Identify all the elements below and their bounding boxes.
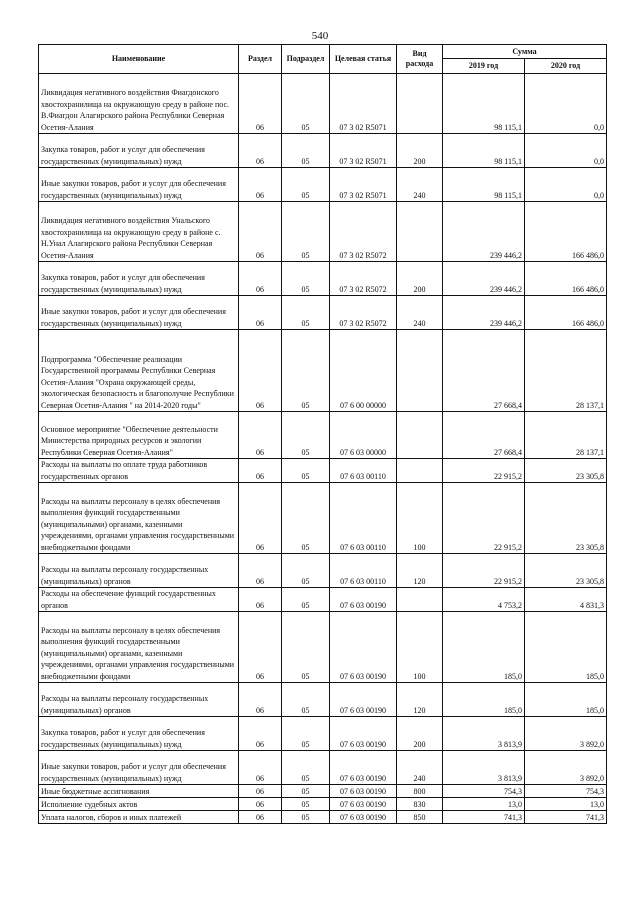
row-expense-type: 240 [397,751,443,785]
row-sum-2020: 0,0 [525,168,607,202]
table-row [39,588,607,612]
row-sum-2020: 28 137,1 [525,412,607,459]
row-name: Расходы на обеспечение функций государственных органов [39,588,239,612]
header-2019: 2019 год [443,59,525,74]
row-sum-2020: 185,0 [525,683,607,717]
row-section: 06 [239,412,282,459]
row-subsection: 05 [282,412,330,459]
row-sum-2020: 23 305,8 [525,459,607,483]
row-subsection: 05 [282,202,330,262]
row-subsection: 05 [282,612,330,683]
row-subsection: 05 [282,168,330,202]
table-body [39,74,607,824]
row-expense-type: 100 [397,612,443,683]
page-number: 540 [311,30,329,42]
header-subsection: Подраздел [282,45,330,74]
row-name: Иные закупки товаров, работ и услуг для обеспечения государственных (муниципальных) нужд [39,751,239,785]
row-expense-type: 850 [397,811,443,824]
row-sum-2019: 22 915,2 [443,483,525,554]
table-row [39,262,607,296]
row-target: 07 3 02 R5071 [330,74,397,134]
header-2020: 2020 год [525,59,607,74]
row-sum-2019: 22 915,2 [443,459,525,483]
row-name: Иные закупки товаров, работ и услуг для обеспечения государственных (муниципальных) нужд [39,296,239,330]
row-expense-type: 100 [397,483,443,554]
row-name: Расходы на выплаты персоналу в целях обеспечения выполнения функций государственными (муниципальными) органами, казенными учреждениями, органами управления государственными внебюджетными фондами [39,483,239,554]
table-row [39,330,607,412]
row-subsection: 05 [282,74,330,134]
row-sum-2020: 166 486,0 [525,262,607,296]
row-section: 06 [239,554,282,588]
row-target: 07 6 03 00190 [330,588,397,612]
row-sum-2019: 22 915,2 [443,554,525,588]
row-sum-2020: 0,0 [525,134,607,168]
row-section: 06 [239,717,282,751]
row-expense-type: 120 [397,683,443,717]
row-sum-2019: 3 813,9 [443,751,525,785]
row-target: 07 6 03 00190 [330,683,397,717]
row-section: 06 [239,798,282,811]
row-target: 07 6 03 00190 [330,751,397,785]
row-sum-2019: 98 115,1 [443,168,525,202]
row-section: 06 [239,785,282,798]
table-row [39,554,607,588]
row-expense-type [397,459,443,483]
row-target: 07 3 02 R5071 [330,134,397,168]
row-name: Уплата налогов, сборов и иных платежей [39,811,239,824]
row-expense-type [397,588,443,612]
table-row [39,811,607,824]
row-sum-2019: 3 813,9 [443,717,525,751]
row-subsection: 05 [282,751,330,785]
row-sum-2019: 27 668,4 [443,412,525,459]
row-subsection: 05 [282,134,330,168]
row-section: 06 [239,134,282,168]
header-expense-type: Вид расхода [397,45,443,74]
row-section: 06 [239,811,282,824]
row-section: 06 [239,612,282,683]
row-subsection: 05 [282,330,330,412]
row-target: 07 6 03 00000 [330,412,397,459]
row-subsection: 05 [282,262,330,296]
header-name: Наименование [39,45,239,74]
row-sum-2019: 4 753,2 [443,588,525,612]
table-row [39,202,607,262]
row-sum-2019: 754,3 [443,785,525,798]
row-expense-type: 200 [397,134,443,168]
row-sum-2020: 166 486,0 [525,202,607,262]
row-subsection: 05 [282,798,330,811]
table-row [39,296,607,330]
row-sum-2020: 741,3 [525,811,607,824]
row-sum-2020: 166 486,0 [525,296,607,330]
row-name: Ликвидация негативного воздействия Фиагдонского хвостохранилища на окружающую среду в районе пос. В.Фиагдон Алагирского района Республики Северная Осетия-Алания [39,74,239,134]
row-name: Исполнение судебных актов [39,798,239,811]
row-sum-2019: 185,0 [443,683,525,717]
table-row [39,785,607,798]
row-sum-2019: 741,3 [443,811,525,824]
row-sum-2019: 98 115,1 [443,74,525,134]
row-expense-type [397,330,443,412]
row-sum-2020: 13,0 [525,798,607,811]
row-section: 06 [239,202,282,262]
row-expense-type: 240 [397,168,443,202]
row-name: Расходы на выплаты по оплате труда работников государственных органов [39,459,239,483]
row-expense-type: 240 [397,296,443,330]
row-section: 06 [239,751,282,785]
row-section: 06 [239,296,282,330]
row-name: Расходы на выплаты персоналу государственных (муниципальных) органов [39,554,239,588]
row-sum-2020: 754,3 [525,785,607,798]
row-subsection: 05 [282,683,330,717]
row-section: 06 [239,588,282,612]
row-section: 06 [239,683,282,717]
row-sum-2019: 239 446,2 [443,262,525,296]
row-target: 07 6 03 00190 [330,811,397,824]
row-target: 07 6 03 00190 [330,785,397,798]
row-target: 07 6 03 00110 [330,554,397,588]
row-sum-2019: 239 446,2 [443,296,525,330]
row-target: 07 6 03 00190 [330,717,397,751]
table-row [39,612,607,683]
row-name: Расходы на выплаты персоналу в целях обеспечения выполнения функций государственными (муниципальными) органами, казенными учреждениями, органами управления государственными внебюджетными фондами [39,612,239,683]
row-name: Иные бюджетные ассигнования [39,785,239,798]
table-row [39,74,607,134]
table-row [39,134,607,168]
row-expense-type: 120 [397,554,443,588]
row-name: Закупка товаров, работ и услуг для обеспечения государственных (муниципальных) нужд [39,717,239,751]
row-section: 06 [239,330,282,412]
row-name: Иные закупки товаров, работ и услуг для обеспечения государственных (муниципальных) нужд [39,168,239,202]
row-section: 06 [239,262,282,296]
row-section: 06 [239,459,282,483]
row-target: 07 3 02 R5072 [330,202,397,262]
row-expense-type [397,412,443,459]
table-row [39,483,607,554]
row-subsection: 05 [282,459,330,483]
row-subsection: 05 [282,483,330,554]
table-row [39,798,607,811]
row-expense-type: 200 [397,262,443,296]
row-target: 07 6 00 00000 [330,330,397,412]
table-row [39,459,607,483]
row-name: Закупка товаров, работ и услуг для обеспечения государственных (муниципальных) нужд [39,262,239,296]
row-sum-2020: 3 892,0 [525,717,607,751]
row-sum-2019: 239 446,2 [443,202,525,262]
row-expense-type: 830 [397,798,443,811]
row-target: 07 3 02 R5072 [330,262,397,296]
row-sum-2019: 13,0 [443,798,525,811]
row-sum-2020: 185,0 [525,612,607,683]
row-name: Подпрограмма "Обеспечение реализации Государственной программы Республики Северная Осетия-Алания "Охрана окружающей среды, экологическая безопасность и благополучие Республики Северная Осетия-Алания " на 2014-2020 годы" [39,330,239,412]
row-sum-2020: 28 137,1 [525,330,607,412]
row-subsection: 05 [282,717,330,751]
row-expense-type: 800 [397,785,443,798]
row-subsection: 05 [282,296,330,330]
header-section: Раздел [239,45,282,74]
row-subsection: 05 [282,588,330,612]
table-row [39,751,607,785]
row-expense-type: 200 [397,717,443,751]
row-subsection: 05 [282,785,330,798]
row-name: Закупка товаров, работ и услуг для обеспечения государственных (муниципальных) нужд [39,134,239,168]
row-subsection: 05 [282,554,330,588]
table-row [39,168,607,202]
row-sum-2019: 98 115,1 [443,134,525,168]
row-section: 06 [239,74,282,134]
row-target: 07 6 03 00190 [330,798,397,811]
row-sum-2019: 27 668,4 [443,330,525,412]
row-sum-2020: 0,0 [525,74,607,134]
row-name: Ликвидация негативного воздействия Унальского хвостохранилища на окружающую среду в районе с. Н.Унал Алагирского района Республики Северная Осетия-Алания [39,202,239,262]
row-sum-2020: 3 892,0 [525,751,607,785]
row-target: 07 6 03 00110 [330,483,397,554]
row-sum-2019: 185,0 [443,612,525,683]
header-target: Целевая статья [330,45,397,74]
row-name: Расходы на выплаты персоналу государственных (муниципальных) органов [39,683,239,717]
budget-table [38,44,607,824]
table-row [39,683,607,717]
header-sum: Сумма [443,45,607,59]
row-target: 07 6 03 00190 [330,612,397,683]
row-target: 07 6 03 00110 [330,459,397,483]
row-sum-2020: 23 305,8 [525,554,607,588]
row-section: 06 [239,168,282,202]
row-sum-2020: 23 305,8 [525,483,607,554]
row-name: Основное мероприятие "Обеспечение деятельности Министерства природных ресурсов и экологии Республики Северная Осетия-Алания" [39,412,239,459]
row-subsection: 05 [282,811,330,824]
row-sum-2020: 4 831,3 [525,588,607,612]
row-section: 06 [239,483,282,554]
row-expense-type [397,74,443,134]
table-row [39,412,607,459]
table-row [39,717,607,751]
row-target: 07 3 02 R5072 [330,296,397,330]
row-expense-type [397,202,443,262]
row-target: 07 3 02 R5071 [330,168,397,202]
